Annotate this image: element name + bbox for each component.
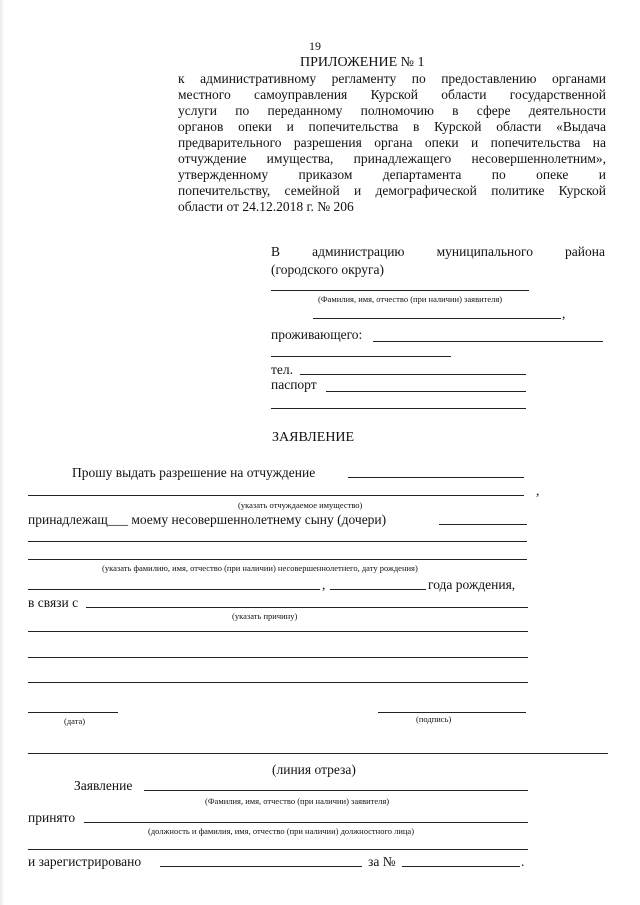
reason-line-2[interactable] [28,631,528,632]
cut-line [28,753,608,754]
regulation-line: предварительного разрешения органа опеки и попечительства на [178,135,606,150]
date-caption: (дата) [64,716,86,726]
registration-date-line[interactable] [160,866,362,867]
reason-caption: (указать причину) [232,611,298,621]
applicant-comma: , [562,306,566,321]
official-line-2[interactable] [28,849,528,850]
property-line[interactable] [348,477,524,478]
regulation-line: органов опеки и попечительства в Курской области «Выдача [178,119,606,134]
belonging-text: принадлежащ___ моему несовершеннолетнему сыну (дочери) [28,512,387,527]
signature-line[interactable] [378,712,526,713]
request-text: Прошу выдать разрешение на отчуждение [72,465,316,480]
regulation-reference [178,71,606,215]
birth-date-line[interactable] [330,589,426,590]
residing-line-2[interactable] [271,356,451,357]
residing-line[interactable] [373,341,603,342]
scan-edge [0,0,4,905]
regulation-line: попечительству, семейной и демографической политике Курской [178,183,606,198]
regulation-line: утвержденному приказом департамента по опеке и [178,167,606,182]
reason-line-3[interactable] [28,657,528,658]
page-number: 19 [309,39,321,53]
property-comma: , [536,483,540,498]
receipt-statement-label: Заявление [74,778,133,793]
passport-line-2[interactable] [271,408,526,409]
birth-text: года рождения, [428,577,516,592]
phone-line[interactable] [300,374,526,375]
reason-line-4[interactable] [28,682,528,683]
passport-label: паспорт [271,377,317,392]
regulation-line: местного самоуправления Курской области государственной [178,87,606,102]
registration-number-line[interactable] [402,866,520,867]
minor-name-line[interactable] [28,589,320,590]
date-line[interactable] [28,712,118,713]
reason-line[interactable] [86,607,528,608]
accepted-label: принято [28,810,76,825]
reason-label: в связи с [28,595,79,610]
cut-line-label: (линия отреза) [272,762,356,777]
applicant-name-line[interactable] [271,290,529,291]
residing-label: проживающего: [271,327,363,342]
regulation-line: услуги по переданному полномочию в сфере деятельности [178,103,606,118]
signature-caption: (подпись) [416,714,452,724]
addressee-line-2: (городского округа) [271,262,385,277]
official-caption: (должность и фамилия, имя, отчество (при наличии) должностного лица) [148,826,415,836]
minor-line-2[interactable] [28,541,527,542]
passport-line[interactable] [326,391,526,392]
property-line-2[interactable] [28,495,524,496]
minor-line-3[interactable] [28,559,527,560]
official-line[interactable] [84,822,528,823]
regulation-line: отчуждение имущества, принадлежащего несовершеннолетним», [178,151,606,166]
end-period: . [521,854,525,869]
receipt-applicant-line[interactable] [144,790,528,791]
phone-label: тел. [271,362,294,377]
regulation-line: к административному регламенту по предоставлению органами [178,71,606,86]
property-caption: (указать отчуждаемое имущество) [238,500,363,510]
appendix-title: ПРИЛОЖЕНИЕ № 1 [300,55,425,70]
number-label: за № [368,854,396,869]
addressee-line-1: В администрацию муниципального района [271,244,605,259]
receipt-applicant-caption: (Фамилия, имя, отчество (при наличии) заявителя) [205,796,390,806]
applicant-name-caption: (Фамилия, имя, отчество (при наличии) заявителя) [318,294,503,304]
minor-line[interactable] [439,524,527,525]
birth-comma: , [322,577,326,592]
statement-title: ЗАЯВЛЕНИЕ [272,430,355,445]
applicant-name-line-2[interactable] [313,318,561,319]
minor-caption: (указать фамилию, имя, отчество (при наличии) несовершеннолетнего, дату рождения) [102,563,418,573]
registered-label: и зарегистрировано [28,854,142,869]
regulation-line: области от 24.12.2018 г. № 206 [178,199,354,214]
